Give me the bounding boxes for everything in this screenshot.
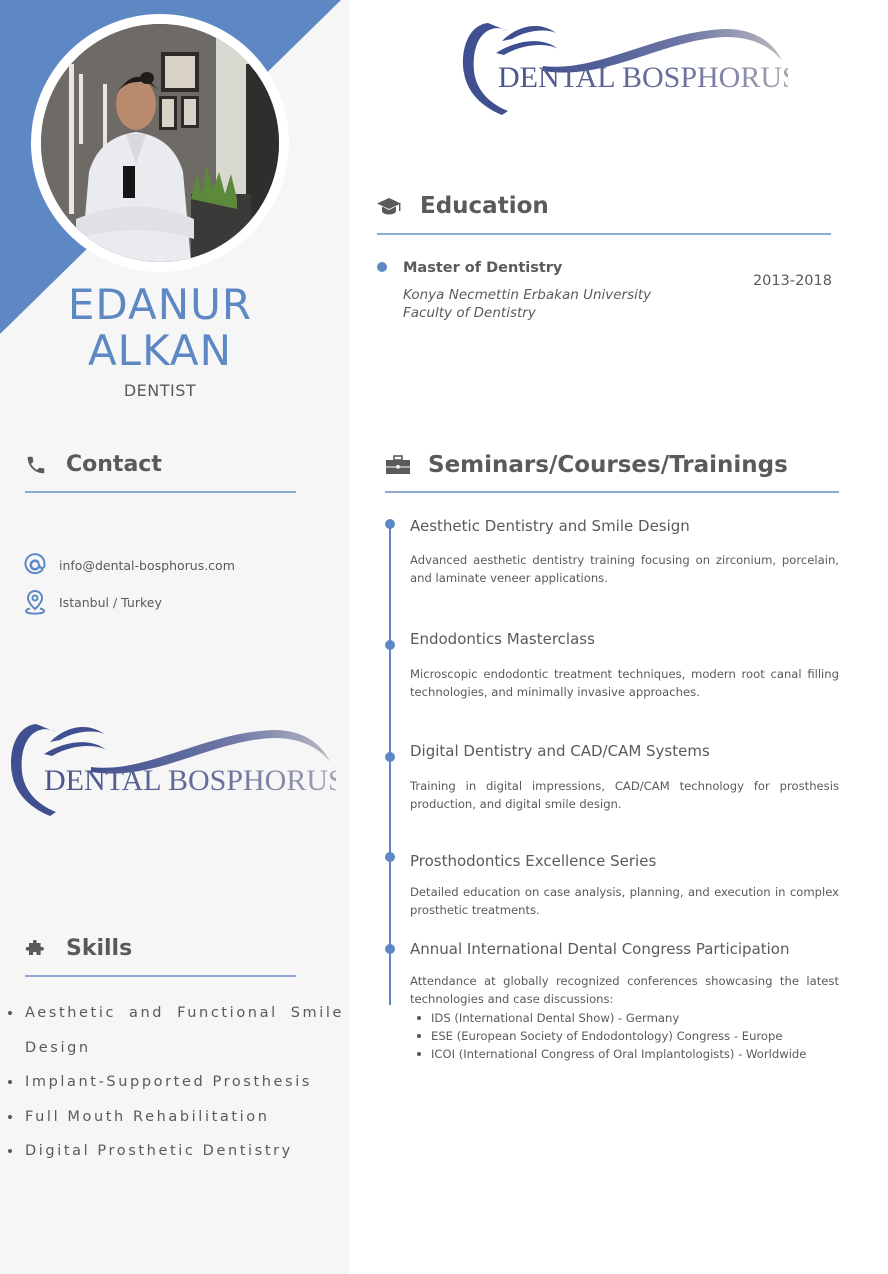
education-heading <box>376 193 549 219</box>
location-pin-icon <box>22 589 48 615</box>
skill-item: Aesthetic and Functional Smile Design <box>8 996 344 1065</box>
contact-heading-label: Contact <box>66 452 162 477</box>
puzzle-icon <box>24 937 48 961</box>
education-divider <box>377 233 831 235</box>
skill-item: Full Mouth Rehabilitation <box>8 1100 344 1135</box>
logo-word-dental: DENTAL <box>44 764 161 797</box>
logo-word-dental: DENTAL <box>498 61 615 94</box>
education-degree: Master of Dentistry <box>403 260 563 276</box>
dental-bosphorus-logo <box>6 712 336 822</box>
skill-item: Digital Prosthetic Dentistry <box>8 1134 344 1169</box>
seminar-title: Prosthodontics Excellence Series <box>410 852 657 870</box>
congress-list <box>414 1009 839 1063</box>
contact-heading <box>24 452 296 477</box>
job-title: DENTIST <box>123 381 197 400</box>
congress-item: ICOI (International Congress of Oral Implantologists) - Worldwide <box>414 1045 839 1063</box>
profile-photo <box>41 24 279 262</box>
congress-item: IDS (International Dental Show) - Germany <box>414 1009 839 1027</box>
seminars-heading <box>385 452 788 478</box>
education-bullet <box>377 262 387 272</box>
education-heading-label: Education <box>420 193 549 219</box>
seminar-description: Training in digital impressions, CAD/CAM technology for prosthesis production, and digital smile design. <box>410 779 839 811</box>
seminar-title: Endodontics Masterclass <box>410 630 595 648</box>
skills-heading-label: Skills <box>66 936 133 961</box>
contact-email-text: info@dental-bosphorus.com <box>59 557 235 573</box>
first-name: EDANUR <box>67 280 253 329</box>
seminar-description: Attendance at globally recognized conferences showcasing the latest technologies and case discussions: <box>410 974 839 1006</box>
seminars-heading-label: Seminars/Courses/Trainings <box>428 452 788 478</box>
timeline-dot <box>385 944 395 954</box>
education-years: 2013-2018 <box>752 273 832 289</box>
graduation-cap-icon <box>376 194 402 218</box>
last-name: ALKAN <box>87 326 233 375</box>
at-sign-icon <box>22 552 48 578</box>
contact-location-text: Istanbul / Turkey <box>59 594 162 610</box>
skills-divider <box>25 975 296 977</box>
education-school-line1: Konya Necmettin Erbakan University <box>403 287 652 303</box>
contact-location <box>22 589 162 615</box>
timeline-dot <box>385 852 395 862</box>
timeline-dot <box>385 752 395 762</box>
education-school <box>403 286 651 322</box>
seminar-title: Digital Dentistry and CAD/CAM Systems <box>410 742 710 760</box>
svg-text:DENTAL BOSPHORUS <box>44 764 336 797</box>
phone-icon <box>24 453 48 477</box>
congress-item: ESE (European Society of Endodontology) Congress - Europe <box>414 1027 839 1045</box>
timeline-line <box>389 522 391 1005</box>
contact-email[interactable] <box>22 552 235 578</box>
seminar-title: Aesthetic Dentistry and Smile Design <box>410 517 690 535</box>
sidebar <box>0 0 349 1274</box>
seminars-divider <box>385 491 839 493</box>
svg-text:DENTAL BOSPHORUS <box>498 61 788 94</box>
logo-word-bosphorus: BOSPHORUS <box>621 61 788 94</box>
logo-word-bosphorus: BOSPHORUS <box>167 764 336 797</box>
seminar-description: Microscopic endodontic treatment techniques, modern root canal filling technologies, and minimally invasive approaches. <box>410 667 839 699</box>
education-school-line2: Faculty of Dentistry <box>403 305 536 321</box>
timeline-dot <box>385 640 395 650</box>
skills-list <box>8 996 344 1169</box>
dental-bosphorus-logo-header <box>458 10 788 122</box>
seminar-description: Detailed education on case analysis, planning, and execution in complex prosthetic treatments. <box>410 885 839 917</box>
skill-item: Implant-Supported Prosthesis <box>8 1065 344 1100</box>
timeline-dot <box>385 519 395 529</box>
seminar-description: Advanced aesthetic dentistry training focusing on zirconium, porcelain, and laminate veneer applications. <box>410 553 839 585</box>
briefcase-icon <box>385 453 411 477</box>
seminar-title: Annual International Dental Congress Participation <box>410 940 790 958</box>
skills-heading <box>24 936 296 961</box>
contact-divider <box>25 491 296 493</box>
